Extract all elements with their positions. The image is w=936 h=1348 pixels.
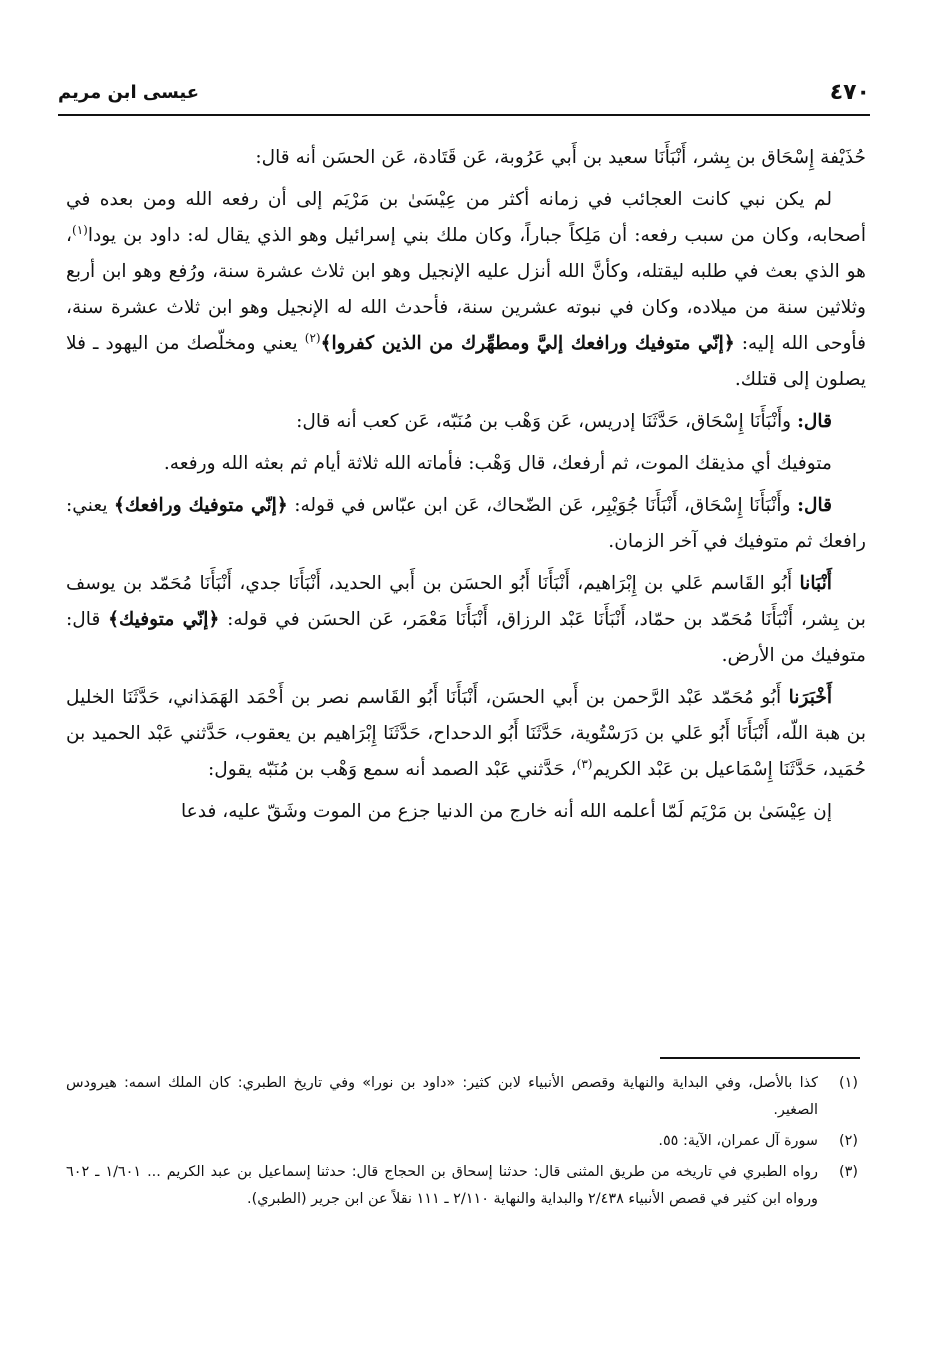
paragraph: إن عِيْسَىٰ بن مَرْيَم لَمّا أعلمه الله أنه خارج من الدنيا جزع من الموت وشَقّ عليه، فدعا	[180, 801, 832, 822]
quran-quote: ﴿إنّي متوفيك ورافعك إليَّ ومطهِّرك من الذين كفروا﴾	[320, 333, 735, 354]
paragraph: أَنْبَانا أَبُو القَاسم عَلي بن إِبْرَاهيم، أَنْبَأَنَا أَبُو الحسَن بن أَبي الحديد، أَنْبَأَنَا جدي، أَنْبَأَنَا مُحَمّد بن يوسف بن بِشر، أَنْبَأَنَا مُحَمّد بن حمّاد، أَنْبَأَنَا عَبْد الرزاق، أَنْبَأَنَا مَعْمَر، عَن الحسَن في قوله: ﴿إنّي متوفيك﴾ قال: متوفيك من الأرض.	[66, 573, 866, 666]
footnote-number: (٣)	[839, 1164, 858, 1180]
footnote-text: كذا بالأصل، وفي البداية والنهاية وقصص الأنبياء لابن كثير: «داود بن نورا» وفي تاريخ الطبري: كان الملك اسمه: هيرودس الصغير.	[66, 1075, 818, 1118]
footnote-ref[interactable]: (٢)	[304, 330, 321, 345]
footnote	[66, 1070, 858, 1124]
narration-keyword: أَخْبَرَنا	[788, 687, 832, 708]
quran-quote: ﴿إنّي متوفيك﴾	[108, 609, 220, 630]
footnote-ref[interactable]: (٣)	[576, 756, 593, 771]
paragraph: أَخْبَرَنا أَبُو مُحَمّد عَبْد الرَّحمن بن أَبي الحسَن، أَنْبَأَنَا أَبُو القَاسم نصر بن أَحْمَد الهَمَذاني، حَدَّثَنَا الخليل بن هبة اللّه، أَنْبَأَنَا أَبُو عَلي بن دَرَسْتُوية، حَدَّثَنَا أَبُو الدحداح، حَدَّثَنَا إِبْرَاهيم بن يعقوب، حَدَّثني عَبْد الحميد بن حُمَيد، حَدَّثَنَا إِسْمَاعيل بن عَبْد الكريم$^{(٣)}$، حَدَّثني عَبْد الصمد أنه سمع وَهْب بن مُنَبّه يقول:	[66, 687, 866, 780]
footnote-text: سورة آل عمران، الآية: ٥٥.	[658, 1133, 818, 1149]
footnote	[66, 1159, 858, 1213]
narration-keyword: قال:	[797, 495, 833, 516]
page-number: ٤٧٠	[829, 80, 870, 105]
paragraph: حُذَيْفة إِسْحَاق بن بِشر، أَنْبَأَنَا سعيد بن أَبي عَرُوبة، عَن قَتَادة، عَن الحسَن أنه قال:	[255, 147, 866, 168]
quran-quote: ﴿إنّي متوفيك ورافعك﴾	[114, 495, 288, 516]
footnote-ref[interactable]: (١)	[72, 222, 88, 237]
page-header	[58, 80, 870, 116]
paragraph: قال: وأَنْبَأَنَا إِسْحَاق، حَدَّثَنَا إدريس، عَن وَهْب بن مُنَبّه، عَن كعب أنه قال:	[296, 411, 832, 432]
footnote-text: رواه الطبري في تاريخه من طريق المثنى قال: حدثنا إسحاق بن الحجاج قال: حدثنا إسماعيل بن عبد الكريم ... ١/٦٠١ ـ ٦٠٢ ورواه ابن كثير في قصص الأنبياء ٢/٤٣٨ والبداية والنهاية ٢/١١٠ ـ ١١١ نقلاً عن ابن جرير (الطبري).	[66, 1164, 818, 1207]
footnote-number: (١)	[839, 1075, 858, 1091]
running-title: عيسى ابن مريم	[58, 82, 200, 103]
footnotes	[66, 1070, 858, 1217]
footnote-number: (٢)	[839, 1133, 858, 1149]
paragraph: قال: وأَنْبَأَنَا إِسْحَاق، أَنْبَأَنَا جُوَيْبِر، عَن الضّحاك، عَن ابن عبّاس في قوله: ﴿إنّي متوفيك ورافعك﴾ يعني: رافعك ثم متوفيك في آخر الزمان.	[66, 495, 866, 552]
paragraph: لم يكن نبي كانت العجائب في زمانه أكثر من عِيْسَىٰ بن مَرْيَم إلى أن رفعه الله ومن بعده في أصحابه، وكان من سبب رفعه: أن مَلِكاً جباراً، وكان ملك بني إسرائيل وهو الذي يقال له: داود بن يودا$^{(١)}$، هو الذي بعث في طلبه ليقتله، وكأنَّ الله أنزل عليه الإنجيل وهو ابن ثلاث عشرة سنة، ورُفع وهو ابن أربع وثلاثين سنة من ميلاده، وكان في نبوته عشرين سنة، فأحدث الله له الإنجيل وهو ابن ثلاث عشرة سنة، فأوحى الله إليه: ﴿إنّي متوفيك ورافعك إليَّ ومطهِّرك من الذين كفروا﴾$^{(٢)}$ يعني ومخلّصك من اليهود ـ فلا يصلون إلى قتلك.	[66, 189, 866, 390]
main-text	[66, 140, 866, 836]
narration-keyword: أَنْبَانا	[799, 573, 832, 594]
paragraph: متوفيك أي مذيقك الموت، ثم أرفعك، قال وَهْب: فأماته الله ثلاثة أيام ثم بعثه الله ورفعه.	[163, 453, 832, 474]
footnote	[66, 1128, 858, 1155]
narration-keyword: قال:	[797, 411, 832, 432]
footnote-divider	[660, 1057, 860, 1059]
